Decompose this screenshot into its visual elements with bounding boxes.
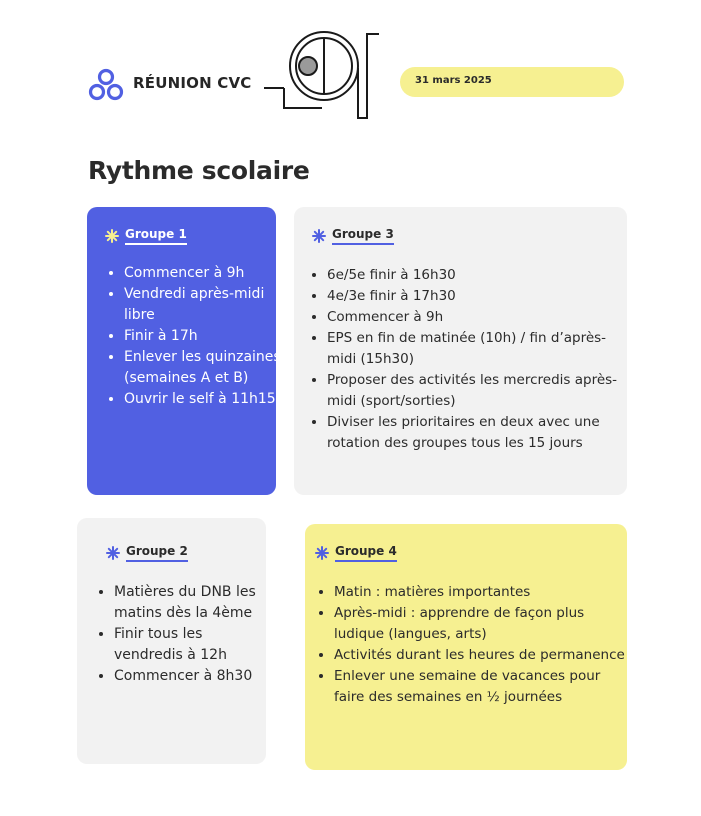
list-item: • Ouvrir le self à 11h15: [124, 389, 284, 410]
group-3-label: Groupe 3: [332, 227, 394, 245]
list-item: • Commencer à 9h: [124, 263, 284, 284]
group-1-list: [106, 263, 284, 410]
list-item: • Commencer à 8h30: [114, 666, 274, 687]
group-4-header: [315, 544, 397, 562]
header-title: RÉUNION CVC: [133, 74, 252, 92]
abstract-line-circle-icon: [262, 28, 382, 122]
triple-circle-logo-icon: [88, 68, 124, 102]
list-item: • 6e/5e finir à 16h30: [327, 265, 632, 286]
group-3-header: [312, 227, 394, 245]
group-4-card: [305, 524, 627, 770]
group-3-list: [309, 265, 632, 454]
list-item: • EPS en fin de matinée (10h) / fin d’après-midi (15h30): [327, 328, 632, 370]
group-2-label: Groupe 2: [126, 544, 188, 562]
asterisk-icon: [315, 546, 329, 560]
group-4-list: [316, 582, 634, 708]
group-2-list: [96, 582, 274, 687]
list-item: • Diviser les prioritaires en deux avec une rotation des groupes tous les 15 jours: [327, 412, 632, 454]
list-item: • Activités durant les heures de permanence: [334, 645, 634, 666]
list-item: • Matin : matières importantes: [334, 582, 634, 603]
group-1-card: [87, 207, 281, 495]
asterisk-icon: [105, 229, 119, 243]
asterisk-icon: [106, 546, 120, 560]
list-item: • 4e/3e finir à 17h30: [327, 286, 632, 307]
group-2-header: [106, 544, 188, 562]
list-item: • Vendredi après-midi libre: [124, 284, 284, 326]
page-title: Rythme scolaire: [88, 156, 310, 185]
meeting-date: 31 mars 2025: [415, 75, 492, 86]
list-item: • Enlever les quinzaines (semaines A et B): [124, 347, 284, 389]
list-item: • Enlever une semaine de vacances pour faire des semaines en ½ journées: [334, 666, 634, 708]
group-4-label: Groupe 4: [335, 544, 397, 562]
list-item: • Après-midi : apprendre de façon plus ludique (langues, arts): [334, 603, 634, 645]
group-1-header: [105, 227, 187, 245]
group-2-card: [77, 518, 266, 764]
group-3-card: [294, 207, 627, 495]
list-item: • Matières du DNB les matins dès la 4ème: [114, 582, 274, 624]
list-item: • Finir tous les vendredis à 12h: [114, 624, 274, 666]
list-item: • Commencer à 9h: [327, 307, 632, 328]
asterisk-icon: [312, 229, 326, 243]
group-1-label: Groupe 1: [125, 227, 187, 245]
list-item: • Finir à 17h: [124, 326, 284, 347]
list-item: • Proposer des activités les mercredis après-midi (sport/sorties): [327, 370, 632, 412]
